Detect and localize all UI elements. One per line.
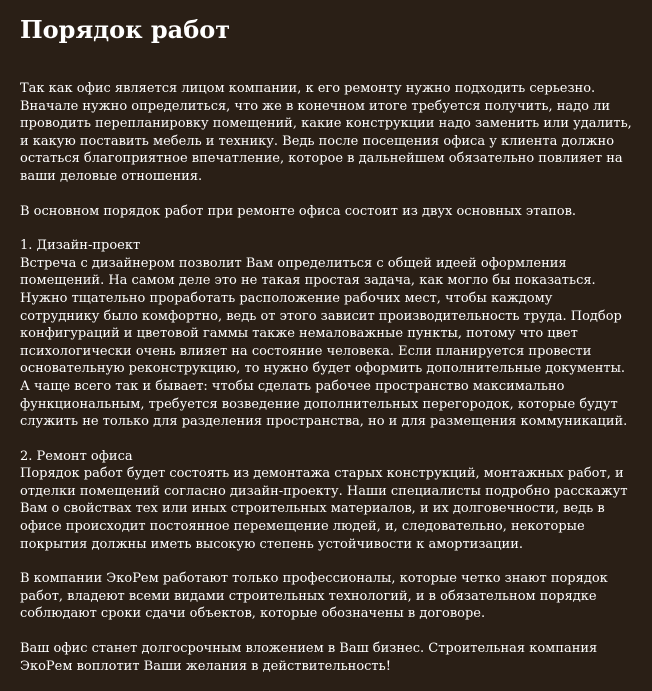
- closing-paragraph-2: Ваш офис станет долгосрочным вложением в Ваш бизнес. Строительная компания ЭкоРем воплотит Ваши желания в действительность!: [20, 641, 598, 674]
- closing-paragraph-1: В компании ЭкоРем работают только профессионалы, которые четко знают порядок работ, владеют всеми видами строительных технологий, и в обязательном порядке соблюдают сроки сдачи объектов, которые обозначены в договоре.: [20, 571, 608, 622]
- stage-renovation-block: [20, 448, 632, 554]
- stage-design-text: Встреча с дизайнером позволит Вам определиться с общей идеей оформления помещений. На самом деле это не такая простая задача, как могло бы показаться. Нужно тщательно проработать расположение рабочих мест, чтобы каждому сотруднику было комфортно, ведь от этого зависит производительность труда. Подбор конфигураций и цветовой гаммы также немаловажные пункты, потому что цвет психологически очень влияет на состояние человека. Если планируется провести основательную реконструкцию, то нужно будет оформить дополнительные документы. А чаще всего так и бывает: чтобы сделать рабочее пространство максимально функциональным, требуется возведение дополнительных перегородок, которые будут служить не только для разделения пространства, но и для размещения коммуникаций.: [20, 255, 628, 430]
- stage-renovation-text: Порядок работ будет состоять из демонтажа старых конструкций, монтажных работ, и отделки помещений согласно дизайн-проекту. Наши специалисты подробно расскажут Вам о свойствах тех или иных строительных материалов, и их долговечности, ведь в офисе происходит постоянное перемещение людей, и, следовательно, некоторые покрытия должны иметь высокую степень устойчивости к амортизации.: [20, 466, 628, 552]
- intro-paragraph-1: Так как офис является лицом компании, к его ремонту нужно подходить серьезно. Вначале нужно определиться, что же в конечном итоге требуется получить, надо ли проводить перепланировку помещений, какие конструкции надо заменить или удалить, и какую поставить мебель и технику. Ведь после посещения офиса у клиента должно остаться благоприятное впечатление, которое в дальнейшем обязательно повлияет на ваши деловые отношения.: [20, 81, 632, 184]
- stage-design-block: [20, 237, 632, 431]
- stage-design-heading: 1. Дизайн-проект: [20, 238, 141, 254]
- article-body: [20, 80, 632, 675]
- intro-paragraph-2: В основном порядок работ при ремонте офиса состоит из двух основных этапов.: [20, 203, 577, 219]
- page-title: Порядок работ: [20, 15, 231, 44]
- stage-renovation-heading: 2. Ремонт офиса: [20, 448, 133, 464]
